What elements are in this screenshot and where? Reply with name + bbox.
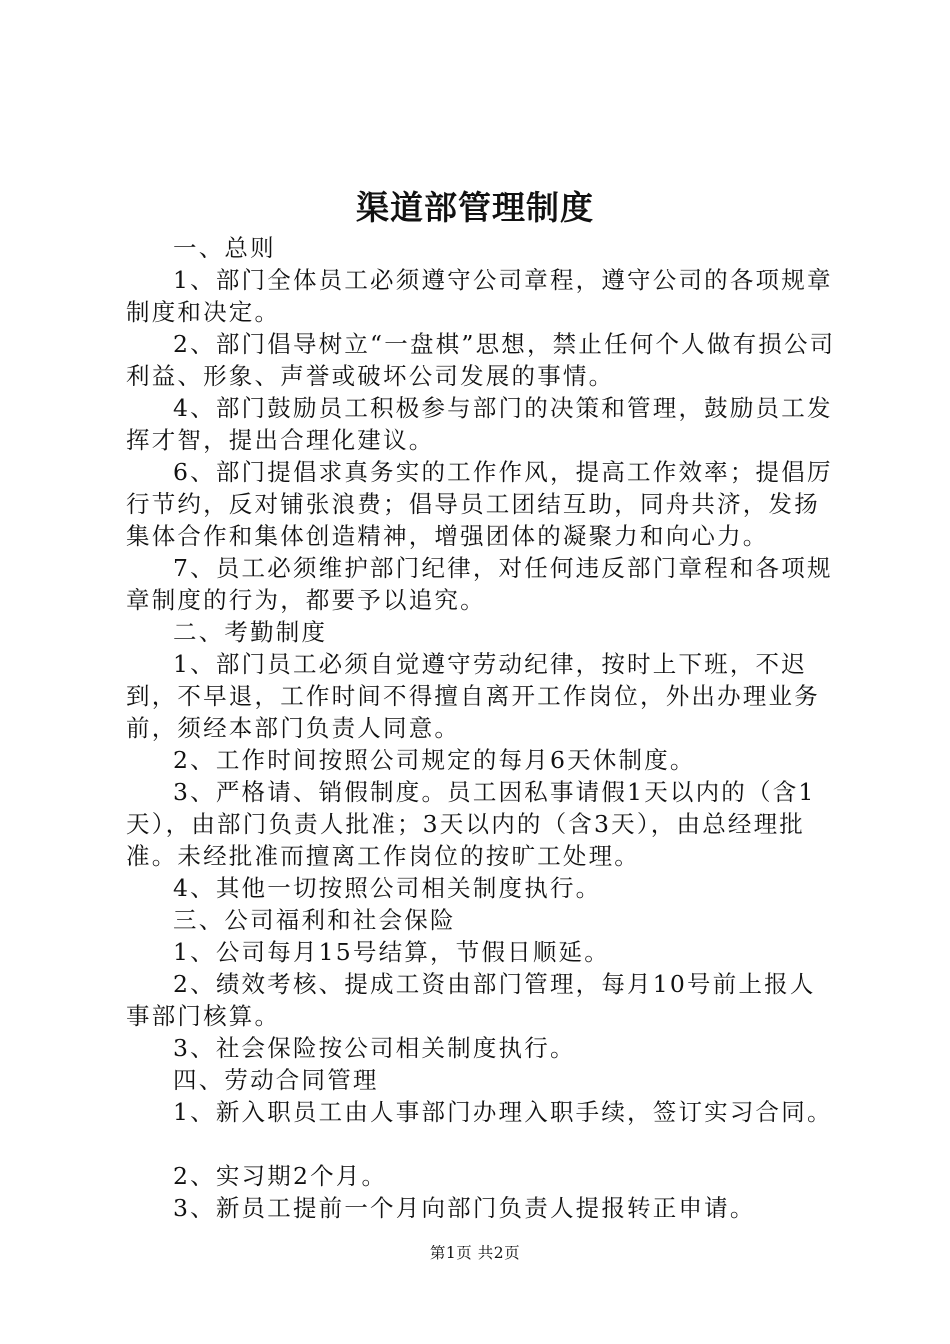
document-body — [126, 232, 836, 1224]
blank-line — [126, 1128, 836, 1160]
section-heading-general: 一、总则 — [173, 234, 276, 262]
paragraph: 2、部门倡导树立“一盘棋”思想，禁止任何个人做有损公司利益、形象、声誉或破坏公司发展的事情。 — [126, 330, 836, 390]
paragraph: 2、绩效考核、提成工资由部门管理，每月10号前上报人事部门核算。 — [126, 970, 816, 1030]
section-heading-welfare: 三、公司福利和社会保险 — [173, 906, 456, 934]
paragraph: 4、其他一切按照公司相关制度执行。 — [173, 874, 602, 902]
paragraph: 3、严格请、销假制度。员工因私事请假1天以内的（含1天），由部门负责人批准；3天以内的（含3天），由总经理批准。未经批准而擅离工作岗位的按旷工处理。 — [126, 778, 816, 870]
paragraph: 1、新入职员工由人事部门办理入职手续，签订实习合同。 — [173, 1098, 833, 1126]
paragraph: 1、公司每月15号结算，节假日顺延。 — [173, 938, 610, 966]
paragraph: 3、新员工提前一个月向部门负责人提报转正申请。 — [173, 1194, 756, 1222]
page-footer: 第1页 共2页 — [429, 1244, 521, 1262]
paragraph: 2、实习期2个月。 — [173, 1162, 388, 1190]
paragraph: 1、部门员工必须自觉遵守劳动纪律，按时上下班，不迟到，不早退，工作时间不得擅自离开工作岗位，外出办理业务前，须经本部门负责人同意。 — [126, 650, 820, 742]
section-heading-attendance: 二、考勤制度 — [173, 618, 328, 646]
paragraph: 2、工作时间按照公司规定的每月6天休制度。 — [173, 746, 696, 774]
document-title: 渠道部管理制度 — [356, 188, 594, 227]
section-heading-contract: 四、劳动合同管理 — [173, 1066, 379, 1094]
paragraph: 1、部门全体员工必须遵守公司章程，遵守公司的各项规章制度和决定。 — [126, 266, 833, 326]
paragraph: 7、员工必须维护部门纪律，对任何违反部门章程和各项规章制度的行为，都要予以追究。 — [126, 554, 833, 614]
paragraph: 4、部门鼓励员工积极参与部门的决策和管理，鼓励员工发挥才智，提出合理化建议。 — [126, 394, 833, 454]
paragraph: 3、社会保险按公司相关制度执行。 — [173, 1034, 576, 1062]
paragraph: 6、部门提倡求真务实的工作作风，提高工作效率；提倡厉行节约，反对铺张浪费；倡导员工团结互助，同舟共济，发扬集体合作和集体创造精神，增强团体的凝聚力和向心力。 — [126, 458, 833, 550]
